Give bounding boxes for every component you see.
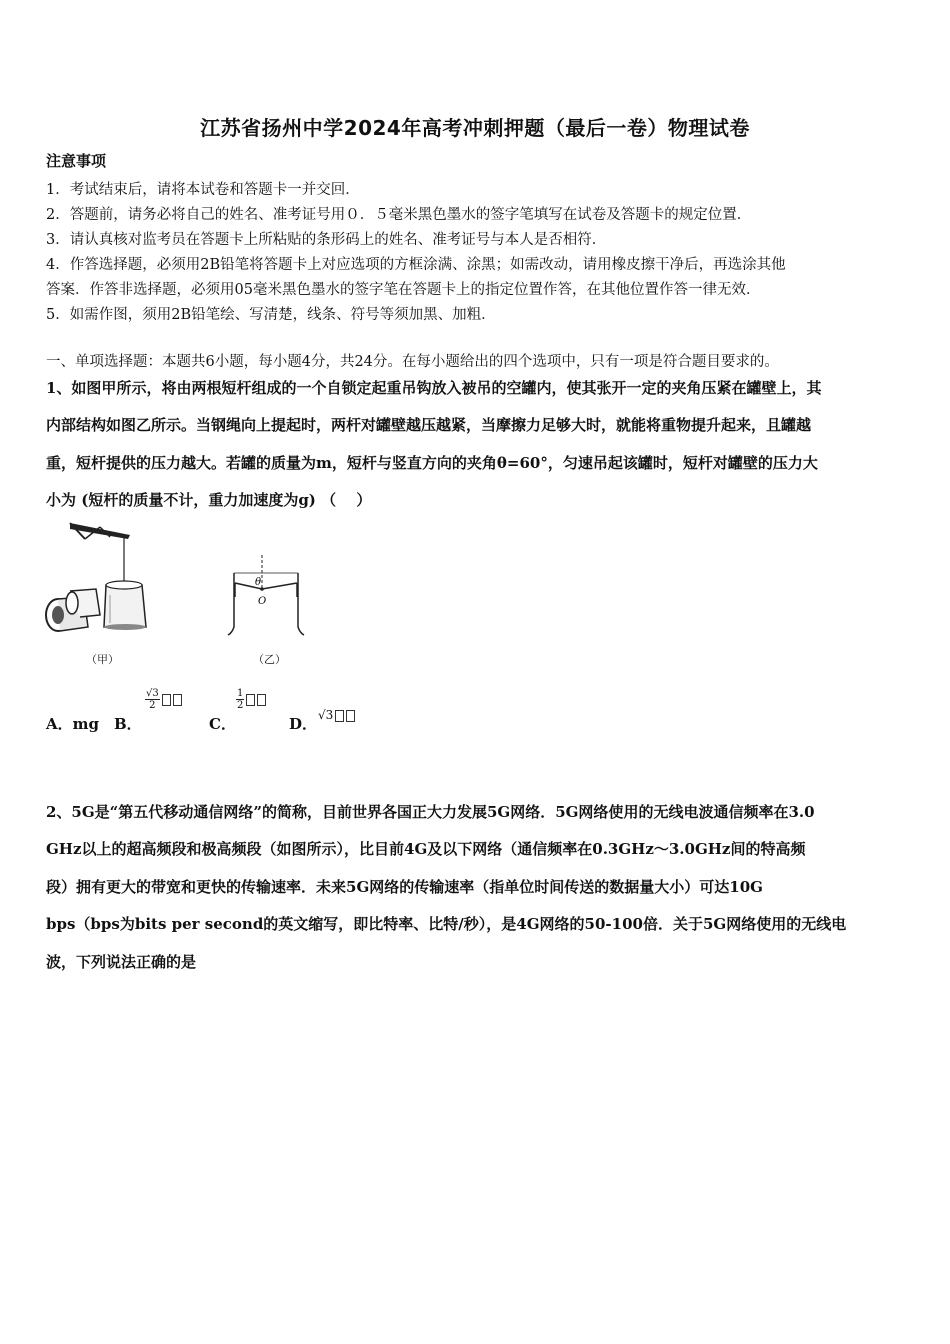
question-1-line: 重，短杆提供的压力越大。若罐的质量为m，短杆与竖直方向的夹角θ=60°，匀速吊起该罐时，短杆对罐壁的压力大 [46,454,818,472]
option-c-formula [236,688,266,711]
option-d-formula [318,708,355,722]
question-1-line: 1、如图甲所示，将由两根短杆组成的一个自锁定起重吊钩放入被吊的空罐内，使其张开一定的夹角压紧在罐壁上，其 [46,379,822,397]
question-1-line: 小为 (短杆的质量不计，重力加速度为g) （ ） [46,491,372,509]
theta-label: θ [255,577,262,588]
question-2-line: 段）拥有更大的带宽和更快的传输速率．未来5G网络的传输速率（指单位时间传送的数据量大小）可达10G [46,878,763,896]
notice-line: 2．答题前，请务必将自己的姓名、准考证号用０．５毫米黑色墨水的签字笔填写在试卷及答题卡的规定位置． [46,207,752,223]
question-2-line: GHz以上的超高频段和极高频段（如图所示），比目前4G及以下网络（通信频率在0.3GHz～3.0GHz间的特高频 [46,840,806,858]
missing-glyph-icon [346,710,355,722]
option-c-label[interactable]: C． [209,715,236,733]
notice-heading: 注意事项 [46,152,107,170]
figure-b-hook-structure [222,555,308,639]
missing-glyph-icon [257,694,266,706]
option-d-value: √3 [318,708,334,722]
figure-a-caption: （甲） [86,653,119,666]
question-2-line: 波，下列说法正确的是 [46,953,197,971]
question-2-line: 2、5G是“第五代移动通信网络”的简称，目前世界各国正大力发展5G网络．5G网络使用的无线电波通信频率在3.0 [46,803,815,821]
option-c-denominator: 2 [237,700,244,711]
option-b-label[interactable]: B． [114,715,142,733]
notice-line: 3．请认真核对监考员在答题卡上所粘贴的条形码上的姓名、准考证号与本人是否相符． [46,232,607,248]
option-c-numerator: 1 [237,688,244,699]
notice-line: 5．如需作图，须用2B铅笔绘、写清楚，线条、符号等须加黑、加粗． [46,307,496,323]
section-heading: 一、单项选择题：本题共6小题，每小题4分，共24分。在每小题给出的四个选项中，只有一项是符合题目要求的。 [46,354,779,370]
question-1-line: 内部结构如图乙所示。当钢绳向上提起时，两杆对罐壁越压越紧，当摩擦力足够大时，就能将重物提升起来，且罐越 [46,416,812,434]
question-2-line: bps（bps为bits per second的英文缩写，即比特率、比特/秒），是4G网络的50-100倍．关于5G网络使用的无线电 [46,915,847,933]
option-d-label[interactable]: D． [289,715,318,733]
missing-glyph-icon [173,694,182,706]
page-title: 江苏省扬州中学2024年高考冲刺押题（最后一卷）物理试卷 [200,116,750,140]
notice-line: 4．作答选择题，必须用2B铅笔将答题卡上对应选项的方框涂满、涂黑；如需改动，请用橡皮擦干净后，再选涂其他 [46,257,786,273]
missing-glyph-icon [246,694,255,706]
figure-a-crane-jar [40,515,170,645]
option-b-formula [145,688,182,711]
missing-glyph-icon [162,694,171,706]
option-b-denominator: 2 [149,700,156,711]
option-b-numerator: √3 [146,688,159,699]
missing-glyph-icon [335,710,344,722]
notice-line: 答案．作答非选择题，必须用05毫米黑色墨水的签字笔在答题卡上的指定位置作答，在其他位置作答一律无效． [46,282,761,298]
notice-line: 1．考试结束后，请将本试卷和答题卡一并交回． [46,182,360,198]
figure-b-caption: （乙） [253,653,286,666]
option-a[interactable]: A．mg [46,715,99,733]
o-label: O [258,596,267,607]
